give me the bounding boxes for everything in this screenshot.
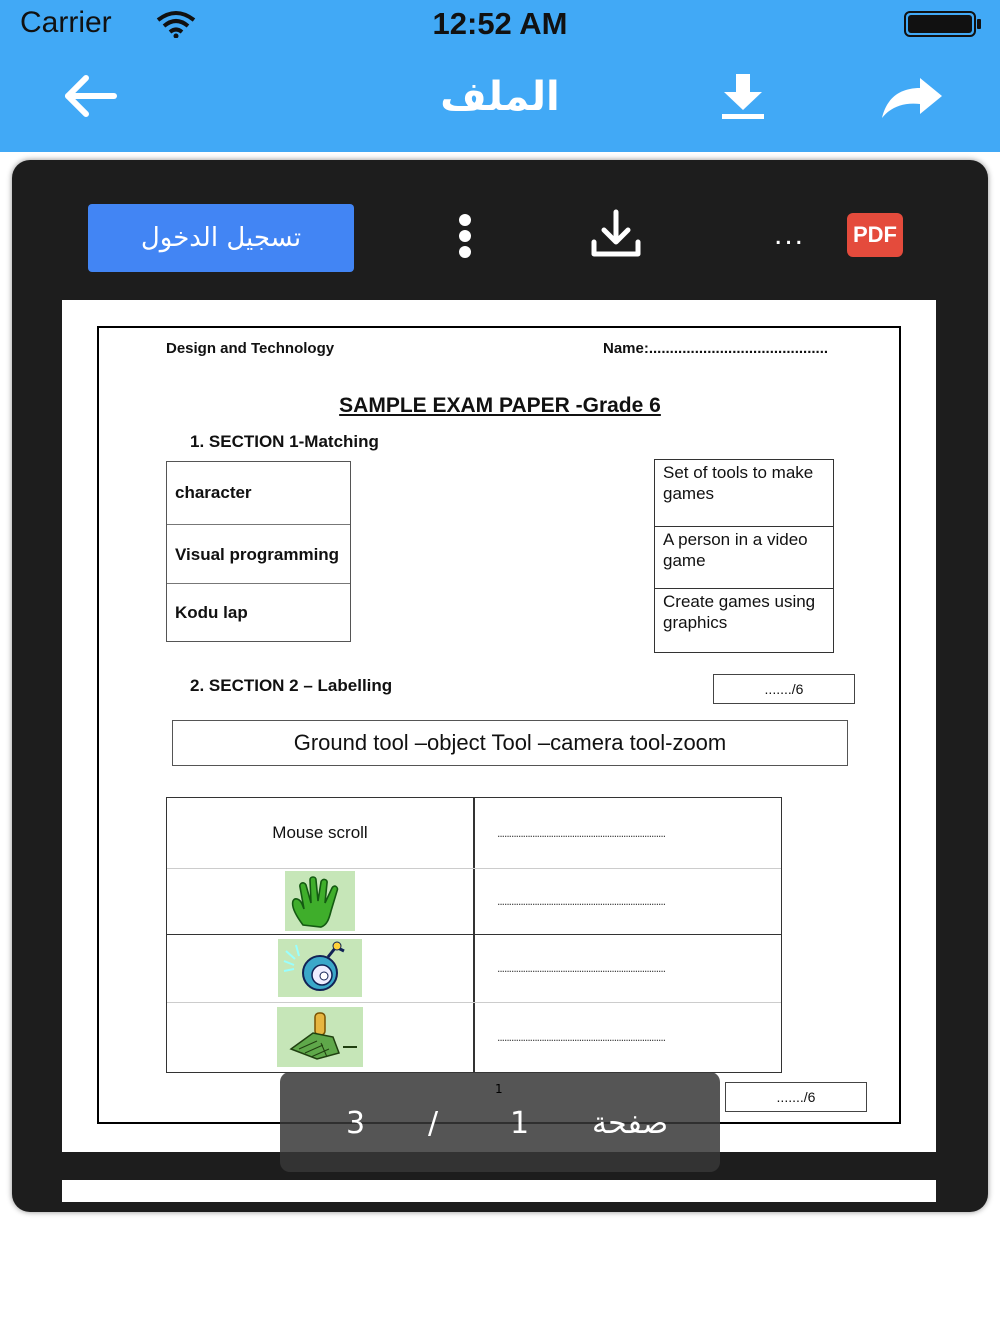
app-header (0, 0, 1000, 152)
more-options-button[interactable]: ... (774, 218, 806, 251)
login-button[interactable]: تسجيل الدخول (88, 204, 354, 272)
definition-item: Set of tools to make games (655, 460, 833, 527)
object-tool-icon (278, 939, 362, 997)
subject-label: Design and Technology (166, 340, 335, 357)
definition-item: A person in a video game (655, 527, 833, 589)
kebab-menu-icon[interactable] (452, 212, 478, 260)
next-page-edge (62, 1180, 936, 1202)
page-separator: / (428, 1106, 439, 1141)
table-row (167, 798, 781, 869)
name-field: Name:........................................... (603, 340, 829, 357)
ground-brush-tool-icon (277, 1007, 363, 1067)
hand-grab-tool-icon (285, 871, 355, 931)
score-box: ......./6 (713, 674, 855, 704)
definition-item: Create games using graphics (663, 592, 816, 632)
exam-title: SAMPLE EXAM PAPER -Grade 6 (339, 394, 661, 417)
row-label-image (167, 934, 473, 1002)
table-row (167, 868, 781, 935)
download-icon[interactable] (718, 72, 768, 120)
viewer-download-icon[interactable] (588, 208, 644, 260)
section1-heading: 1. SECTION 1-Matching (190, 432, 379, 451)
table-row (167, 1002, 781, 1072)
answer-line: ........................................................................ (497, 961, 666, 975)
matching-terms-box (166, 461, 351, 642)
term-item: character (167, 462, 350, 525)
section2-heading: 2. SECTION 2 – Labelling (190, 676, 393, 695)
row-label: Mouse scroll (272, 823, 368, 842)
share-forward-icon[interactable] (880, 76, 944, 120)
table-row (167, 934, 781, 1003)
answer-line: ........................................................................ (497, 894, 666, 908)
row-label-image (167, 1002, 473, 1072)
row-label-image (167, 868, 473, 934)
answer-line: ........................................................................ (497, 826, 666, 840)
answer-line: ........................................................................ (497, 1030, 666, 1044)
status-time: 12:52 AM (432, 6, 568, 41)
doc-page-number: 1 (495, 1082, 503, 1096)
page-total: 3 (346, 1106, 366, 1141)
page-current: 1 (510, 1106, 530, 1141)
page-indicator (280, 1072, 720, 1172)
page-title: الملف (440, 74, 560, 120)
page-word: صفحة (592, 1106, 669, 1141)
battery-icon (904, 11, 982, 37)
term-item: Visual programming (167, 525, 350, 584)
term-item: Kodu lap (175, 602, 248, 622)
pdf-badge[interactable]: PDF (847, 213, 903, 257)
matching-definitions-box (654, 459, 834, 653)
labelling-table (166, 797, 782, 1073)
score-box: ......./6 (725, 1082, 867, 1112)
carrier-label: Carrier (20, 6, 112, 39)
word-bank: Ground tool –object Tool –camera tool-zoom (172, 720, 848, 766)
